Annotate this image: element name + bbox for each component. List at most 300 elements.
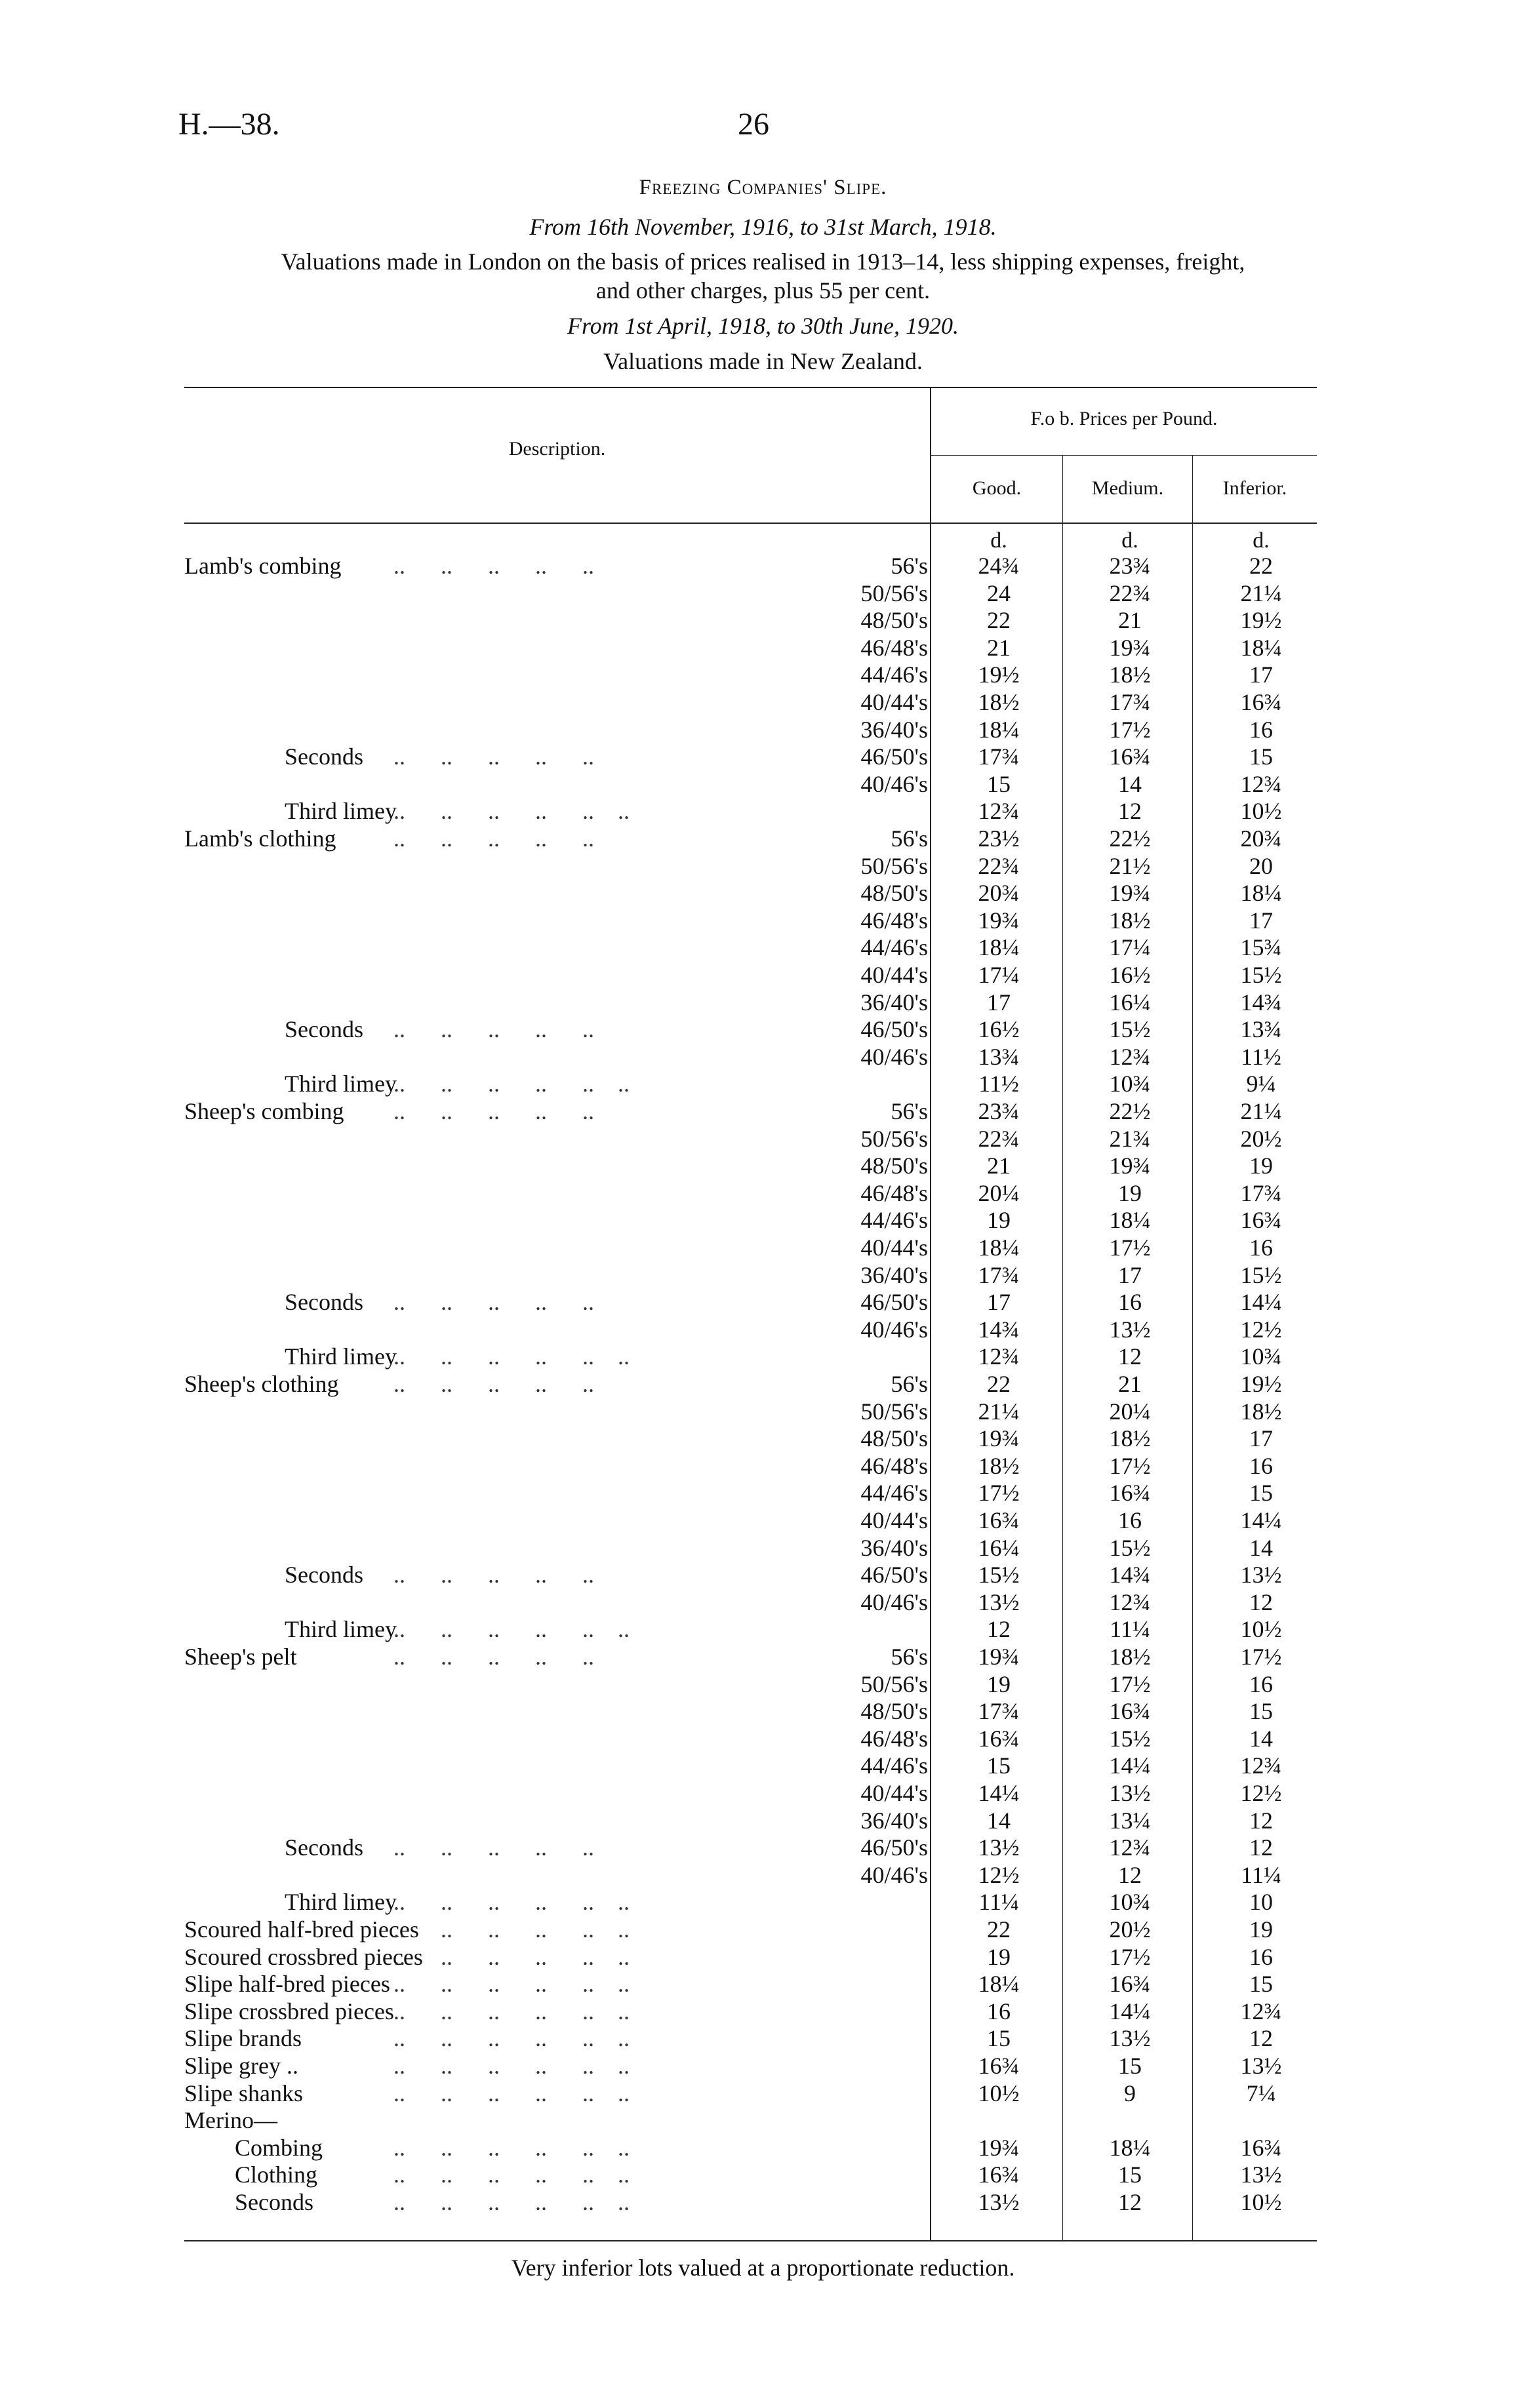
table-row — [0, 1206, 1526, 1233]
price-inferior: 16¾ — [1240, 689, 1282, 715]
row-description: Seconds — [235, 2189, 313, 2215]
price-good: 14¼ — [978, 1780, 1020, 1806]
price-inferior: 11¼ — [1241, 1861, 1281, 1888]
price-medium: 16¾ — [1109, 743, 1151, 770]
price-good: 15 — [987, 1752, 1011, 1779]
price-good: 19¾ — [978, 1425, 1020, 1452]
table-row — [0, 1534, 1526, 1561]
price-header: F.o b. Prices per Pound. — [1030, 408, 1218, 429]
table-row — [0, 1234, 1526, 1261]
table-row — [0, 1861, 1526, 1888]
row-description: Third limey — [285, 798, 397, 825]
table-row — [0, 1615, 1526, 1642]
row-description: Scoured crossbred pieces — [184, 1943, 423, 1970]
period-1: From 16th November, 1916, to 31st March, 1918. — [529, 214, 997, 240]
table-row — [0, 1016, 1526, 1042]
row-grade: 46/48's — [860, 1725, 928, 1752]
row-grade: 40/46's — [860, 1861, 928, 1888]
price-medium: 17½ — [1109, 1234, 1151, 1261]
table-row — [0, 907, 1526, 934]
row-description: Combing — [235, 2134, 323, 2161]
table-row — [0, 1697, 1526, 1724]
price-medium: 16¼ — [1109, 989, 1151, 1016]
price-good: 17 — [987, 989, 1011, 1016]
table-row — [0, 2106, 1526, 2133]
table-row — [0, 1916, 1526, 1943]
row-description: Merino— — [184, 2107, 277, 2134]
price-medium: 21 — [1118, 1371, 1142, 1397]
table-row — [0, 1425, 1526, 1451]
row-grade: 56's — [891, 1371, 928, 1397]
price-medium: 19¾ — [1109, 880, 1151, 907]
row-grade: 50/56's — [860, 1398, 928, 1425]
price-inferior: 16 — [1249, 1670, 1273, 1697]
leader-dots: .. .. .. .. .. — [393, 1371, 594, 1397]
table-row — [0, 1752, 1526, 1779]
price-good: 19 — [987, 1670, 1011, 1697]
price-medium: 15 — [1118, 2161, 1142, 2188]
price-good: 13½ — [978, 2189, 1020, 2215]
table-row — [0, 1998, 1526, 2024]
row-grade: 46/50's — [860, 1289, 928, 1316]
price-good: 16½ — [978, 1016, 1020, 1043]
row-grade: 40/44's — [860, 1780, 928, 1806]
price-good: 11½ — [978, 1071, 1019, 1097]
price-good: 22¾ — [978, 852, 1020, 879]
row-grade: 46/50's — [860, 1016, 928, 1043]
price-medium: 21½ — [1109, 852, 1151, 879]
price-inferior: 13½ — [1240, 2053, 1282, 2079]
price-good: 10½ — [978, 2080, 1020, 2106]
price-inferior: 18½ — [1240, 1398, 1282, 1425]
table-row — [0, 2188, 1526, 2215]
row-description: Slipe grey .. — [184, 2053, 298, 2079]
price-good: 17¾ — [978, 743, 1020, 770]
price-good: 23¾ — [978, 1098, 1020, 1124]
price-inferior: 17¾ — [1240, 1179, 1282, 1206]
table-row — [0, 1888, 1526, 1915]
price-inferior: 15 — [1249, 1480, 1273, 1507]
price-good: 18¼ — [978, 1234, 1020, 1261]
row-grade: 36/40's — [860, 989, 928, 1016]
table-row — [0, 770, 1526, 797]
price-medium: 16 — [1118, 1507, 1142, 1533]
price-inferior: 12¾ — [1240, 1998, 1282, 2024]
row-description: Sheep's pelt — [184, 1644, 297, 1670]
table-row — [0, 634, 1526, 661]
table-row — [0, 1807, 1526, 1834]
price-medium: 18½ — [1109, 661, 1151, 688]
price-medium: 12¾ — [1109, 1043, 1151, 1070]
price-good: 18½ — [978, 1452, 1020, 1479]
price-inferior: 20¾ — [1240, 825, 1282, 852]
table-bottom-rule — [184, 2240, 1317, 2241]
table-row — [0, 606, 1526, 633]
row-grade: 50/56's — [860, 580, 928, 606]
price-medium: 12 — [1118, 1343, 1142, 1370]
price-medium: 20½ — [1109, 1916, 1151, 1943]
price-inferior: 13½ — [1240, 2161, 1282, 2188]
table-row — [0, 1370, 1526, 1397]
price-inferior: 21¼ — [1240, 1098, 1282, 1124]
price-inferior: 17 — [1249, 1425, 1273, 1452]
price-good: 12¾ — [978, 1343, 1020, 1370]
table-row — [0, 1070, 1526, 1097]
table-row — [0, 1643, 1526, 1670]
price-good: 15 — [987, 2025, 1011, 2052]
row-description: Seconds — [285, 743, 363, 770]
price-inferior: 12¾ — [1240, 1752, 1282, 1779]
row-grade: 36/40's — [860, 1261, 928, 1288]
table-row — [0, 1179, 1526, 1206]
col-medium-header: Medium. — [1091, 477, 1164, 499]
price-medium: 20¼ — [1109, 1398, 1151, 1425]
price-inferior: 15½ — [1240, 1261, 1282, 1288]
table-row — [0, 1097, 1526, 1124]
price-medium: 16¾ — [1109, 1698, 1151, 1725]
price-inferior: 16¾ — [1240, 1207, 1282, 1234]
table-row — [0, 1398, 1526, 1425]
price-inferior: 22 — [1249, 553, 1273, 579]
price-good: 24¾ — [978, 553, 1020, 579]
table-row — [0, 580, 1526, 606]
price-good: 22 — [987, 1916, 1011, 1943]
price-medium: 14 — [1118, 770, 1142, 797]
price-medium: 17¼ — [1109, 934, 1151, 961]
price-inferior: 14¼ — [1240, 1289, 1282, 1316]
table-row — [0, 2024, 1526, 2051]
table-row — [0, 1970, 1526, 1997]
price-good: 18¼ — [978, 1971, 1020, 1998]
leader-dots: .. .. .. .. .. .. — [393, 2025, 630, 2052]
price-medium: 11¼ — [1110, 1616, 1150, 1643]
leader-dots: .. .. .. .. .. .. — [393, 1071, 630, 1097]
price-medium: 17 — [1118, 1261, 1142, 1288]
price-good: 14 — [987, 1807, 1011, 1834]
row-description: Third limey — [285, 1889, 397, 1916]
row-description: Clothing — [235, 2161, 318, 2188]
price-medium: 12¾ — [1109, 1589, 1151, 1615]
table-row — [0, 1561, 1526, 1588]
price-good: 23½ — [978, 825, 1020, 852]
row-grade: 40/44's — [860, 1507, 928, 1533]
row-grade: 40/46's — [860, 1589, 928, 1615]
table-row — [0, 1779, 1526, 1806]
price-medium: 18½ — [1109, 1644, 1151, 1670]
leader-dots: .. .. .. .. .. .. — [393, 2080, 630, 2106]
price-inferior: 14¾ — [1240, 989, 1282, 1016]
header-bottom-rule — [184, 523, 1317, 524]
price-medium: 13½ — [1109, 1780, 1151, 1806]
price-inferior: 17½ — [1240, 1644, 1282, 1670]
price-good: 15 — [987, 770, 1011, 797]
price-good: 12¾ — [978, 798, 1020, 825]
price-medium: 18¼ — [1109, 2134, 1151, 2161]
row-grade: 56's — [891, 1098, 928, 1124]
price-inferior: 16 — [1249, 1234, 1273, 1261]
row-grade: 48/50's — [860, 1698, 928, 1725]
price-good: 18½ — [978, 689, 1020, 715]
row-description: Seconds — [285, 1562, 363, 1589]
price-good: 15½ — [978, 1562, 1020, 1589]
price-medium: 15 — [1118, 2053, 1142, 2079]
row-grade: 50/56's — [860, 1125, 928, 1152]
price-good: 17¼ — [978, 962, 1020, 988]
price-good: 17¾ — [978, 1261, 1020, 1288]
row-grade: 48/50's — [860, 607, 928, 634]
price-inferior: 19½ — [1240, 1371, 1282, 1397]
price-medium: 16½ — [1109, 962, 1151, 988]
table-row — [0, 1288, 1526, 1315]
row-description: Third limey — [285, 1616, 397, 1643]
leader-dots: .. .. .. .. .. .. — [393, 1889, 630, 1916]
table-row — [0, 934, 1526, 960]
price-medium: 23¾ — [1109, 553, 1151, 579]
price-good: 22 — [987, 1371, 1011, 1397]
row-grade: 40/44's — [860, 962, 928, 988]
row-grade: 40/46's — [860, 1043, 928, 1070]
footer-note: Very inferior lots valued at a proportionate reduction. — [511, 2255, 1015, 2281]
row-description: Seconds — [285, 1016, 363, 1043]
price-inferior: 18¼ — [1240, 634, 1282, 661]
row-grade: 56's — [891, 1644, 928, 1670]
row-grade: 44/46's — [860, 1207, 928, 1234]
price-medium: 13½ — [1109, 1316, 1151, 1343]
leader-dots: .. .. .. .. .. .. — [393, 1998, 630, 2024]
row-grade: 50/56's — [860, 852, 928, 879]
leader-dots: .. .. .. .. .. .. — [393, 2189, 630, 2215]
price-inferior: 12¾ — [1240, 770, 1282, 797]
price-inferior: 14¼ — [1240, 1507, 1282, 1533]
price-good: 20¾ — [978, 880, 1020, 907]
price-good: 18¼ — [978, 716, 1020, 743]
table-row — [0, 961, 1526, 988]
table-row — [0, 661, 1526, 688]
price-good: 17 — [987, 1289, 1011, 1316]
price-good: 22¾ — [978, 1125, 1020, 1152]
valuation-note-1-line-2: and other charges, plus 55 per cent. — [595, 277, 931, 304]
price-medium: 18½ — [1109, 907, 1151, 934]
row-grade: 40/44's — [860, 689, 928, 715]
price-header-rule — [931, 455, 1317, 456]
table-row — [0, 688, 1526, 715]
table-row — [0, 852, 1526, 879]
description-header: Description. — [508, 438, 606, 460]
row-grade: 44/46's — [860, 661, 928, 688]
row-grade: 46/48's — [860, 634, 928, 661]
price-inferior: 10½ — [1240, 798, 1282, 825]
price-inferior: 12 — [1249, 2025, 1273, 2052]
price-medium: 21¾ — [1109, 1125, 1151, 1152]
table-row — [0, 825, 1526, 852]
price-inferior: 16¾ — [1240, 2134, 1282, 2161]
row-description: Slipe half-bred pieces — [184, 1971, 390, 1998]
price-good: 19¾ — [978, 2134, 1020, 2161]
table-row — [0, 1316, 1526, 1343]
row-description: Seconds — [285, 1834, 363, 1861]
table-row — [0, 1725, 1526, 1752]
page-number: 26 — [738, 107, 769, 142]
leader-dots: .. .. .. .. .. — [393, 1016, 594, 1043]
price-medium: 12¾ — [1109, 1834, 1151, 1861]
price-medium: 17½ — [1109, 1943, 1151, 1970]
price-inferior: 17 — [1249, 661, 1273, 688]
price-good: 16¾ — [978, 1507, 1020, 1533]
price-good: 22 — [987, 607, 1011, 634]
row-description: Sheep's combing — [184, 1098, 344, 1124]
unit-inferior: d. — [1253, 528, 1270, 553]
price-good: 12 — [987, 1616, 1011, 1643]
table-row — [0, 716, 1526, 743]
price-inferior: 21¼ — [1240, 580, 1282, 606]
price-medium: 21 — [1118, 607, 1142, 634]
price-medium: 12 — [1118, 2189, 1142, 2215]
price-medium: 12 — [1118, 798, 1142, 825]
table-row — [0, 1125, 1526, 1152]
price-good: 19 — [987, 1943, 1011, 1970]
leader-dots: .. .. .. .. .. .. — [393, 1616, 630, 1643]
price-good: 14¾ — [978, 1316, 1020, 1343]
leader-dots: .. .. .. .. .. — [393, 1644, 594, 1670]
unit-good: d. — [990, 528, 1007, 553]
price-medium: 18¼ — [1109, 1207, 1151, 1234]
table-row — [0, 1043, 1526, 1070]
table-row — [0, 1834, 1526, 1861]
table-row — [0, 1452, 1526, 1479]
leader-dots: .. .. .. .. .. — [393, 1098, 594, 1124]
leader-dots: .. .. .. .. .. .. — [393, 798, 630, 825]
price-good: 17½ — [978, 1480, 1020, 1507]
price-medium: 14¼ — [1109, 1752, 1151, 1779]
leader-dots: .. .. .. .. .. — [393, 1834, 594, 1861]
price-good: 11¼ — [978, 1889, 1019, 1916]
page-id: H.—38. — [178, 107, 280, 142]
price-inferior: 16 — [1249, 716, 1273, 743]
unit-row — [0, 528, 1526, 555]
price-good: 17¾ — [978, 1698, 1020, 1725]
row-grade: 40/44's — [860, 1234, 928, 1261]
table-row — [0, 1343, 1526, 1370]
price-inferior: 12 — [1249, 1807, 1273, 1834]
price-good: 16¾ — [978, 2053, 1020, 2079]
price-inferior: 17 — [1249, 907, 1273, 934]
row-description: Lamb's combing — [184, 553, 342, 579]
price-inferior: 14 — [1249, 1534, 1273, 1561]
price-medium: 19¾ — [1109, 634, 1151, 661]
price-inferior: 19 — [1249, 1916, 1273, 1943]
table-row — [0, 2080, 1526, 2106]
price-good: 13½ — [978, 1589, 1020, 1615]
table-row — [0, 1261, 1526, 1288]
price-medium: 14¾ — [1109, 1562, 1151, 1589]
price-good: 19¾ — [978, 1644, 1020, 1670]
price-inferior: 12½ — [1240, 1780, 1282, 1806]
table-row — [0, 1507, 1526, 1533]
row-grade: 40/46's — [860, 770, 928, 797]
row-description: Sheep's clothing — [184, 1371, 339, 1397]
price-inferior: 16 — [1249, 1943, 1273, 1970]
table-row — [0, 989, 1526, 1016]
row-grade: 44/46's — [860, 1752, 928, 1779]
price-good: 16 — [987, 1998, 1011, 2024]
price-inferior: 13¾ — [1240, 1016, 1282, 1043]
price-good: 13½ — [978, 1834, 1020, 1861]
price-inferior: 18¼ — [1240, 880, 1282, 907]
leader-dots: .. .. .. .. .. .. — [393, 1916, 630, 1943]
price-good: 19 — [987, 1207, 1011, 1234]
row-grade: 50/56's — [860, 1670, 928, 1697]
price-medium: 15½ — [1109, 1534, 1151, 1561]
row-description: Scoured half-bred pieces — [184, 1916, 419, 1943]
leader-dots: .. .. .. .. .. — [393, 553, 594, 579]
price-medium: 13½ — [1109, 2025, 1151, 2052]
row-grade: 36/40's — [860, 1807, 928, 1834]
valuation-note-2: Valuations made in New Zealand. — [603, 348, 923, 374]
price-inferior: 10 — [1249, 1889, 1273, 1916]
price-inferior: 10½ — [1240, 2189, 1282, 2215]
row-grade: 36/40's — [860, 1534, 928, 1561]
table-row — [0, 1152, 1526, 1179]
price-medium: 18½ — [1109, 1425, 1151, 1452]
table-row — [0, 797, 1526, 824]
row-grade: 46/50's — [860, 1834, 928, 1861]
leader-dots: .. .. .. .. .. — [393, 1562, 594, 1589]
table-row — [0, 879, 1526, 906]
price-medium: 9 — [1124, 2080, 1136, 2106]
row-description: Lamb's clothing — [184, 825, 336, 852]
price-inferior: 7¼ — [1246, 2080, 1276, 2106]
price-medium: 14¼ — [1109, 1998, 1151, 2024]
price-inferior: 15½ — [1240, 962, 1282, 988]
price-good: 13¾ — [978, 1043, 1020, 1070]
col-good-header: Good. — [972, 477, 1022, 499]
col-inferior-header: Inferior. — [1222, 477, 1287, 499]
price-good: 16¾ — [978, 1725, 1020, 1752]
price-inferior: 15 — [1249, 1971, 1273, 1998]
price-inferior: 12½ — [1240, 1316, 1282, 1343]
table-row — [0, 2052, 1526, 2079]
price-good: 19½ — [978, 661, 1020, 688]
row-description: Slipe shanks — [184, 2080, 304, 2106]
row-grade: 48/50's — [860, 1425, 928, 1452]
unit-medium: d. — [1121, 528, 1138, 553]
price-good: 20¼ — [978, 1179, 1020, 1206]
leader-dots: .. .. .. .. .. .. — [393, 2134, 630, 2161]
leader-dots: .. .. .. .. .. — [393, 825, 594, 852]
row-grade: 46/50's — [860, 743, 928, 770]
price-medium: 10¾ — [1109, 1071, 1151, 1097]
table-row — [0, 1589, 1526, 1615]
price-medium: 10¾ — [1109, 1889, 1151, 1916]
leader-dots: .. .. .. .. .. .. — [393, 1943, 630, 1970]
row-description: Third limey — [285, 1071, 397, 1097]
price-medium: 17¾ — [1109, 689, 1151, 715]
price-medium: 19¾ — [1109, 1153, 1151, 1179]
price-inferior: 20½ — [1240, 1125, 1282, 1152]
price-inferior: 15 — [1249, 1698, 1273, 1725]
price-medium: 17½ — [1109, 716, 1151, 743]
row-description: Slipe brands — [184, 2025, 302, 2052]
price-good: 21 — [987, 1153, 1011, 1179]
leader-dots: .. .. .. .. .. — [393, 743, 594, 770]
price-inferior: 19 — [1249, 1153, 1273, 1179]
document-title: Freezing Companies' Slipe. — [639, 176, 887, 199]
price-medium: 22¾ — [1109, 580, 1151, 606]
price-medium: 17½ — [1109, 1670, 1151, 1697]
price-good: 18¼ — [978, 934, 1020, 961]
price-medium: 16 — [1118, 1289, 1142, 1316]
price-medium: 22½ — [1109, 825, 1151, 852]
